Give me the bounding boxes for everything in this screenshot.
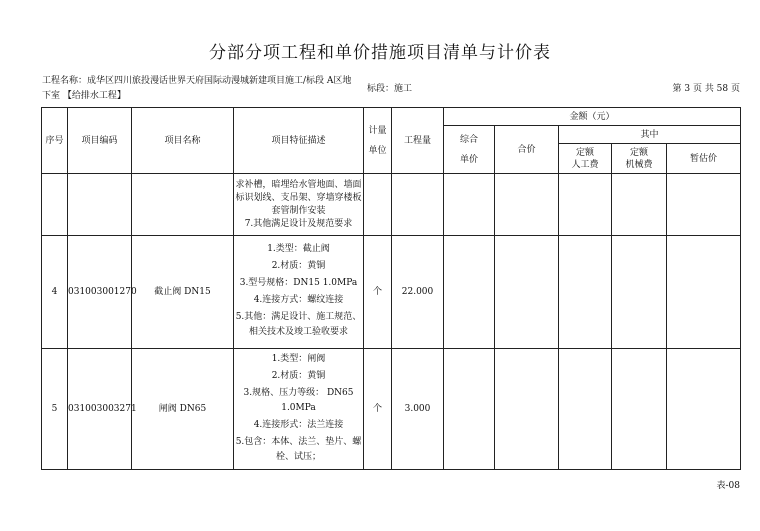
section-label: 标段：施工 bbox=[367, 84, 413, 94]
table-row bbox=[42, 174, 741, 236]
cell-unit bbox=[364, 174, 392, 236]
col-machine bbox=[612, 144, 667, 174]
col-machine-top: 定额 bbox=[629, 147, 648, 158]
col-unit bbox=[364, 108, 392, 174]
cell-code: 031003003271 bbox=[68, 349, 132, 470]
col-provisional: 暂估价 bbox=[667, 144, 741, 174]
col-code: 项目编码 bbox=[68, 108, 132, 174]
cell-qty: 22.000 bbox=[392, 236, 444, 349]
cell-provisional bbox=[667, 236, 741, 349]
table-row bbox=[42, 349, 741, 470]
cell-composite bbox=[444, 349, 495, 470]
desc-line: 4.连接方式：螺纹连接 bbox=[253, 295, 344, 305]
table-row bbox=[42, 236, 741, 349]
project-label: 工程名称： bbox=[42, 76, 88, 86]
desc-line: 5.其他：满足设计、施工规范、相关技术及竣工验收要求 bbox=[235, 312, 362, 337]
cell-machine bbox=[612, 236, 667, 349]
cell-total bbox=[495, 236, 559, 349]
cell-labor bbox=[559, 174, 612, 236]
cell-seq: 4 bbox=[42, 236, 68, 349]
col-machine-bottom: 机械费 bbox=[625, 159, 653, 170]
page-number: 第 3 页 共 58 页 bbox=[672, 84, 740, 94]
col-qty: 工程量 bbox=[392, 108, 444, 174]
cell-desc bbox=[234, 236, 364, 349]
desc-line: 求补槽，暗埋给水管地面、墙面标识划线、支吊架、穿墙穿楼板套管制作安装 bbox=[235, 179, 362, 216]
cell-seq: 5 bbox=[42, 349, 68, 470]
col-composite bbox=[444, 126, 495, 174]
col-labor bbox=[559, 144, 612, 174]
cell-composite bbox=[444, 236, 495, 349]
col-name: 项目名称 bbox=[132, 108, 234, 174]
cell-machine bbox=[612, 349, 667, 470]
cell-provisional bbox=[667, 349, 741, 470]
cell-provisional bbox=[667, 174, 741, 236]
cell-name: 闸阀 DN65 bbox=[132, 349, 234, 470]
page-title: 分部分项工程和单价措施项目清单与计价表 bbox=[209, 43, 551, 63]
desc-line: 5.包含：本体、法兰、垫片、螺栓、试压； bbox=[235, 436, 362, 462]
col-composite-bottom: 单价 bbox=[459, 154, 478, 165]
cell-machine bbox=[612, 174, 667, 236]
col-amount: 金额（元） bbox=[444, 108, 741, 126]
desc-line: 7.其他满足设计及规范要求 bbox=[244, 218, 353, 229]
col-unit-bottom: 单位 bbox=[368, 145, 387, 156]
col-labor-bottom: 人工费 bbox=[571, 159, 599, 170]
cell-labor bbox=[559, 349, 612, 470]
desc-line: 1.类型：截止阀 bbox=[267, 244, 330, 254]
desc-line: 3.型号规格：DN15 1.0MPa bbox=[239, 278, 358, 288]
cell-desc bbox=[234, 349, 364, 470]
cell-name: 截止阀 DN15 bbox=[132, 236, 234, 349]
desc-line: 1.类型：闸阀 bbox=[271, 353, 326, 364]
cell-labor bbox=[559, 236, 612, 349]
header-row-1 bbox=[42, 108, 741, 126]
cell-qty: 3.000 bbox=[392, 349, 444, 470]
col-unit-top: 计量 bbox=[368, 125, 387, 136]
cell-desc bbox=[234, 174, 364, 236]
desc-line: 3.规格、压力等级： DN65 1.0MPa bbox=[243, 387, 354, 413]
cell-code bbox=[68, 174, 132, 236]
cell-code: 031003001270 bbox=[68, 236, 132, 349]
cell-unit: 个 bbox=[364, 236, 392, 349]
desc-line: 2.材质：黄铜 bbox=[271, 261, 326, 271]
pricing-table bbox=[41, 107, 741, 470]
col-total: 合价 bbox=[495, 126, 559, 174]
form-number: 表-08 bbox=[716, 481, 740, 491]
project-name-value: 成华区四川旅投漫话世界天府国际动漫城新建项目施工/标段 A区地下室 【给排水工程】 bbox=[42, 76, 352, 101]
col-of-which: 其中 bbox=[559, 126, 741, 144]
cell-total bbox=[495, 349, 559, 470]
col-labor-top: 定额 bbox=[575, 147, 594, 158]
cell-composite bbox=[444, 174, 495, 236]
cell-unit: 个 bbox=[364, 349, 392, 470]
desc-line: 2.材质：黄铜 bbox=[271, 370, 326, 381]
col-desc: 项目特征描述 bbox=[234, 108, 364, 174]
col-seq: 序号 bbox=[42, 108, 68, 174]
cell-name bbox=[132, 174, 234, 236]
cell-total bbox=[495, 174, 559, 236]
cell-qty bbox=[392, 174, 444, 236]
col-composite-top: 综合 bbox=[459, 134, 478, 145]
desc-line: 4.连接形式：法兰连接 bbox=[253, 419, 344, 430]
cell-seq bbox=[42, 174, 68, 236]
project-name bbox=[42, 74, 360, 104]
